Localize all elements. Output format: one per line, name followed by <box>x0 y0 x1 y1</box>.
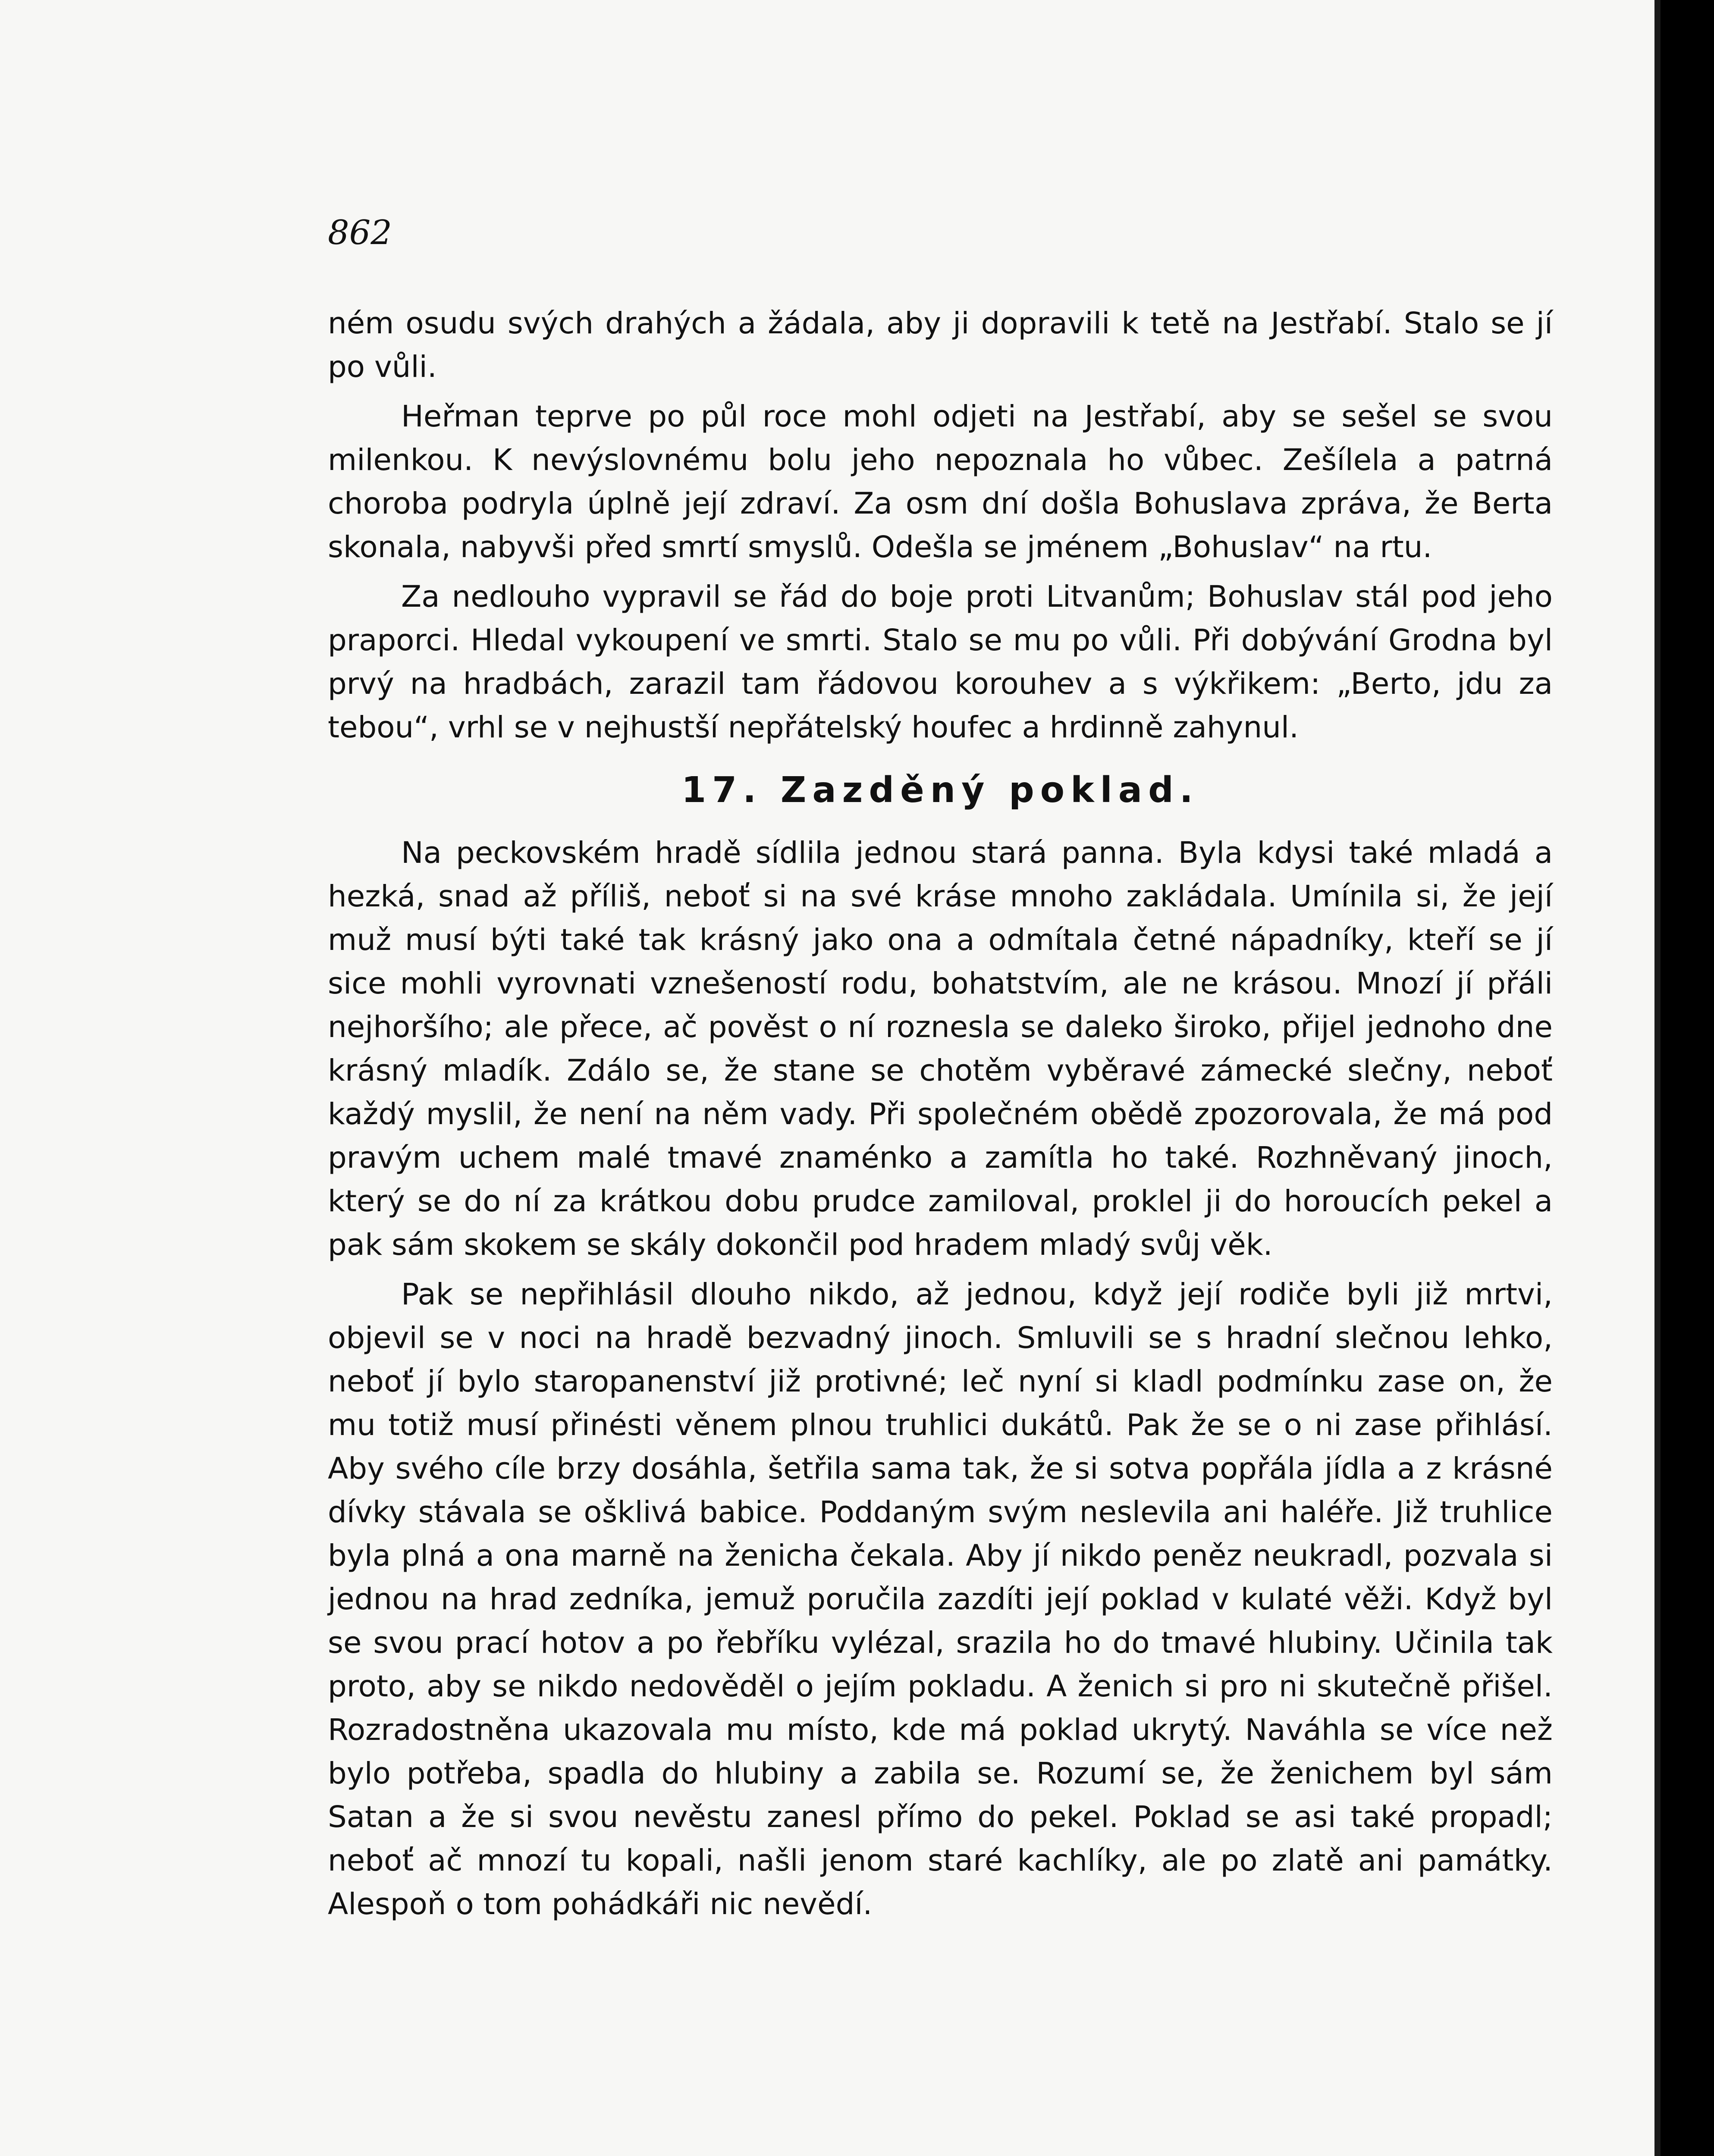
chapter-title: 17. Zazděný poklad. <box>681 770 1199 811</box>
page-number: 862 <box>328 213 392 252</box>
paragraph: Heřman teprve po půl roce mohl odjeti na Jestřabí, aby se sešel se svou milenkou. K nevýslovnému bolu jeho nepoznala ho vůbec. Zešílela a patrná choroba podryla úplně její zdraví. Za osm dní došla Bohuslava zpráva, že Berta skonala, nabyvši před smrtí smyslů. Odešla se jménem „Bohuslav“ na rtu. <box>328 399 1553 564</box>
paragraph: Pak se nepřihlásil dlouho nikdo, až jednou, když její rodiče byli již mrtvi, objevil se v noci na hradě bezvadný jinoch. Smluvili se s hradní slečnou lehko, neboť jí bylo staropanenství již protivné; leč nyní si kladl podmínku zase on, že mu totiž musí přinésti věnem plnou truhlici dukátů. Pak že se o ni zase přihlásí. Aby svého cíle brzy dosáhla, šetřila sama tak, že si sotva popřála jídla a z krásné dívky stávala se ošklivá babice. Poddaným svým neslevila ani haléře. Již truhlice byla plná a ona marně na ženicha čekala. Aby jí nikdo peněz neukradl, pozvala si jednou na hrad zedníka, jemuž poručila zazdíti její poklad v kulaté věži. Když byl se svou prací hotov a po řebříku vylézal, srazila ho do tmavé hlubiny. Učinila tak proto, aby se nikdo nedověděl o jejím pokladu. A ženich si pro ni skutečně přišel. Rozradostněna ukazovala mu místo, kde má poklad ukrytý. Naváhla se více než bylo potřeba, spadla do hlubiny a zabila se. Rozumí se, že ženichem byl sám Satan a že si svou nevěstu zanesl přímo do pekel. Poklad se asi také propadl; neboť ač mnozí tu kopali, našli jenom staré kachlíky, ale po zlatě ani památky. Alespoň o tom pohádkáři nic nevědí. <box>328 1277 1553 1921</box>
body-text <box>328 302 1553 1932</box>
paragraph: Na peckovském hradě sídlila jednou stará panna. Byla kdysi také mladá a hezká, snad až příliš, neboť si na své kráse mnoho zakládala. Umínila si, že její muž musí býti také tak krásný jako ona a odmítala četné nápadníky, kteří se jí sice mohli vyrovnati vznešeností rodu, bohatstvím, ale ne krásou. Mnozí jí přáli nejhoršího; ale přece, ač pověst o ní roznesla se daleko široko, přijel jednoho dne krásný mladík. Zdálo se, že stane se chotěm vyběravé zámecké slečny, neboť každý myslil, že není na něm vady. Při společném obědě zpozorovala, že má pod pravým uchem malé tmavé znaménko a zamítla ho také. Rozhněvaný jinoch, který se do ní za krátkou dobu prudce zamiloval, proklel ji do horoucích pekel a pak sám skokem se skály dokončil pod hradem mladý svůj věk. <box>328 836 1553 1262</box>
paragraph-continuation: ném osudu svých drahých a žádala, aby ji dopravili k tetě na Jestřabí. Stalo se jí po vůli. <box>328 306 1553 384</box>
paragraph: Za nedlouho vypravil se řád do boje proti Litvanům; Bohuslav stál pod jeho praporci. Hledal vykoupení ve smrti. Stalo se mu po vůli. Při dobývání Grodna byl prvý na hradbách, zarazil tam řádovou korouhev a s výkřikem: „Berto, jdu za tebou“, vrhl se v nejhustší nepřátelský houfec a hrdinně zahynul. <box>328 580 1553 745</box>
